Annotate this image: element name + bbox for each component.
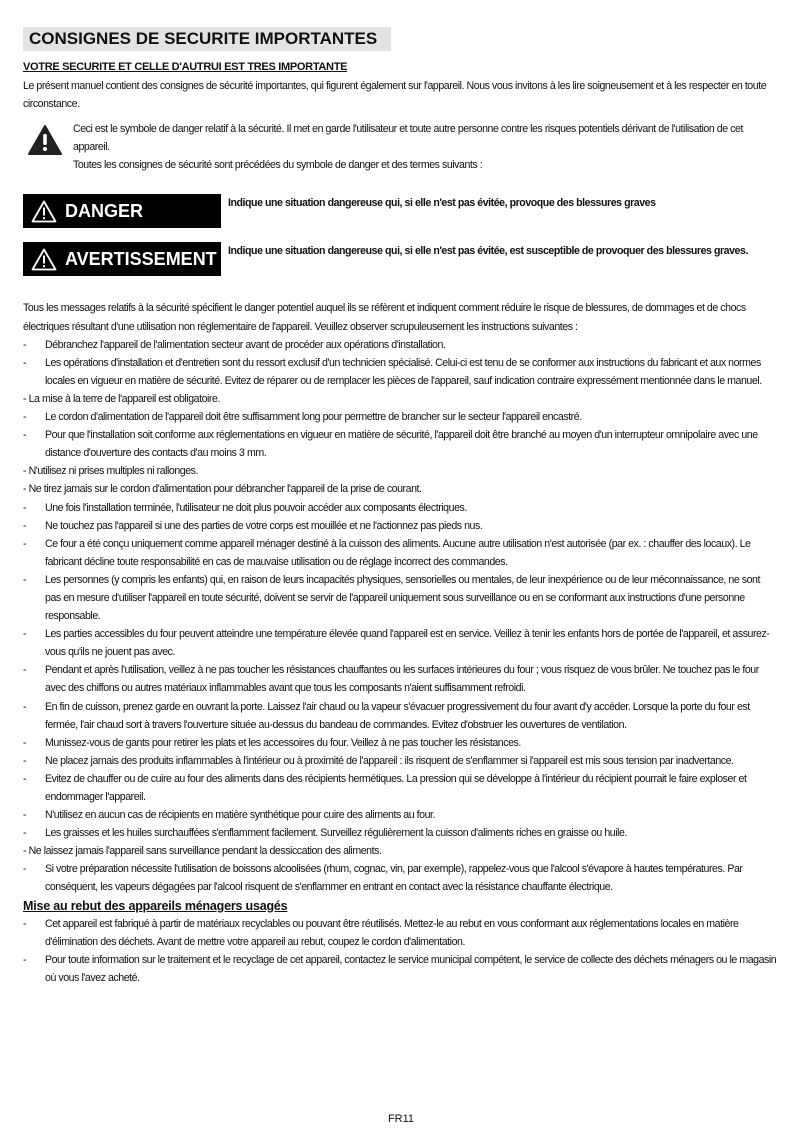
list-item: - Cet appareil est fabriqué à partir de matériaux recyclables ou pouvant être réutilisés. Mettez-le au rebut en vous conformant aux réglementations locales en matière d'élimination des déchets. Avant de mettre votre appareil au rebut, coupez le cordon d'alimentation. <box>23 915 777 951</box>
warning-label-box <box>23 242 221 276</box>
list-item: - Ne laissez jamais l'appareil sans surveillance pendant la dessiccation des aliments. <box>23 845 382 858</box>
list-item: - Pour toute information sur le traitement et le recyclage de cet appareil, contactez le service municipal compétent, le service de collecte des déchets ménagers ou le magasin où vous l'avez acheté. <box>23 951 777 987</box>
list-item: - Une fois l'installation terminée, l'utilisateur ne doit plus pouvoir accéder aux composants électriques. <box>23 499 777 517</box>
list-item: - Ne tirez jamais sur le cordon d'alimentation pour débrancher l'appareil de la prise de courant. <box>23 483 422 496</box>
danger-description: Indique une situation dangereuse qui, si elle n'est pas évitée, provoque des blessures graves <box>228 197 656 210</box>
list-item: - Ce four a été conçu uniquement comme appareil ménager destiné à la cuisson des aliments. Aucune autre utilisation n'est autorisée (par ex. : chauffer des locaux). Le fabricant décline toute responsabilité en cas de mauvaise utilisation ou de réglage incorrect des commandes. <box>23 535 777 571</box>
list-item: - Si votre préparation nécessite l'utilisation de boissons alcoolisées (rhum, cognac, vin, par exemple), rappelez-vous que l'alcool s'évapore à hautes températures. Par conséquent, les vapeurs dégagées par l'alcool risquent de s'enflammer en entrant en contact avec la résistance chauffante électrique. <box>23 860 777 896</box>
warning-label: AVERTISSEMENT <box>65 249 217 270</box>
list-item: - N'utilisez ni prises multiples ni rallonges. <box>23 465 199 478</box>
symbol-description: Ceci est le symbole de danger relatif à la sécurité. Il met en garde l'utilisateur et toute autre personne contre les risques potentiels dérivant de l'utilisation de cet appareil. <box>73 123 743 154</box>
document-page <box>23 27 777 987</box>
list-item: - Ne touchez pas l'appareil si une des parties de votre corps est mouillée et ne l'actionnez pas pieds nus. <box>23 517 777 535</box>
signal-warning-row <box>23 242 777 276</box>
safety-instructions-list <box>23 336 777 897</box>
list-item: - Les opérations d'installation et d'entretien sont du ressort exclusif d'un technicien spécialisé. Celui-ci est tenu de se conformer aux instructions du fabricant et aux normes locales en vigueur en matière de sécurité. Evitez de réparer ou de remplacer les pièces de l'appareil, sauf indication contraire expressément mentionnée dans le manuel. <box>23 354 777 390</box>
list-item: - Ne placez jamais des produits inflammables à l'intérieur ou à proximité de l'appareil : ils risquent de s'enflammer si l'appareil est mis sous tension par inadvertance. <box>23 752 777 770</box>
disposal-section-title: Mise au rebut des appareils ménagers usagés <box>23 898 288 913</box>
warning-triangle-icon <box>31 200 57 223</box>
warning-triangle-icon <box>23 120 73 174</box>
warning-triangle-icon <box>31 248 57 271</box>
list-item: - Evitez de chauffer ou de cuire au four des aliments dans des récipients hermétiques. La pression qui se développe à l'intérieur du récipient pourrait le faire exploser et endommager l'appareil. <box>23 770 777 806</box>
general-safety-paragraph: Tous les messages relatifs à la sécurité spécifient le danger potentiel auquel ils se réfèrent et indiquent comment réduire le risque de blessures, de dommages et de chocs électriques résultant d'une utilisation non réglementaire de l'appareil. Veuillez observer scrupuleusement les instructions suivantes : <box>23 302 746 333</box>
list-item: - Le cordon d'alimentation de l'appareil doit être suffisamment long pour permettre de brancher sur le secteur l'appareil encastré. <box>23 408 777 426</box>
signal-danger-row <box>23 194 777 228</box>
list-item: - Pour que l'installation soit conforme aux réglementations en vigueur en matière de sécurité, l'appareil doit être branché au moyen d'un interrupteur omnipolaire avec une distance d'ouverture des contacts d'au moins 3 mm. <box>23 426 777 462</box>
danger-label-box <box>23 194 221 228</box>
page-number: FR11 <box>387 1113 415 1125</box>
disposal-list <box>23 915 777 987</box>
list-item: - N'utilisez en aucun cas de récipients en matière synthétique pour cuire des aliments au four. <box>23 806 777 824</box>
danger-symbol-explanation <box>23 120 777 174</box>
section-subtitle: VOTRE SECURITE ET CELLE D'AUTRUI EST TRES IMPORTANTE <box>23 61 348 73</box>
list-item: - Les graisses et les huiles surchauffées s'enflamment facilement. Surveillez régulièrement la cuisson d'aliments riches en graisse ou huile. <box>23 824 777 842</box>
list-item: - Les personnes (y compris les enfants) qui, en raison de leurs incapacités physiques, sensorielles ou mentales, de leur inexpérience ou de leur méconnaissance, ne sont pas en mesure d'utiliser l'appareil en toute sécurité, doivent se servir de l'appareil uniquement sous surveillance ou en se conformant aux instructions d'une personne responsable. <box>23 571 777 625</box>
list-item: - Débranchez l'appareil de l'alimentation secteur avant de procéder aux opérations d'installation. <box>23 336 777 354</box>
warning-description: Indique une situation dangereuse qui, si elle n'est pas évitée, est susceptible de provoquer des blessures graves. <box>228 245 748 258</box>
symbol-note: Toutes les consignes de sécurité sont précédées du symbole de danger et des termes suivants : <box>73 159 483 172</box>
list-item: - La mise à la terre de l'appareil est obligatoire. <box>23 392 220 405</box>
list-item: - Munissez-vous de gants pour retirer les plats et les accessoires du four. Veillez à ne pas toucher les résistances. <box>23 734 777 752</box>
page-title: CONSIGNES DE SECURITE IMPORTANTES <box>23 27 391 51</box>
list-item: - Les parties accessibles du four peuvent atteindre une température élevée quand l'appareil est en service. Veillez à tenir les enfants hors de portée de l'appareil, et assurez-vous qu'ils ne jouent pas avec. <box>23 625 777 661</box>
intro-paragraph: Le présent manuel contient des consignes de sécurité importantes, qui figurent également sur l'appareil. Nous vous invitons à les lire soigneusement et à les respecter en toute circonstance. <box>23 80 767 111</box>
danger-label: DANGER <box>65 201 144 222</box>
list-item: - En fin de cuisson, prenez garde en ouvrant la porte. Laissez l'air chaud ou la vapeur s'évacuer progressivement du four avant d'y accéder. Lorsque la porte du four est fermée, l'air chaud sort à travers l'ouverture située au-dessus du bandeau de commandes. Evitez d'obstruer les ouvertures de ventilation. <box>23 698 777 734</box>
list-item: - Pendant et après l'utilisation, veillez à ne pas toucher les résistances chauffantes ou les surfaces intérieures du four ; vous risquez de vous brûler. Ne touchez pas le four avec des chiffons ou autres matériaux inflammables avant que tous les composants n'aient suffisamment refroidi. <box>23 661 777 697</box>
